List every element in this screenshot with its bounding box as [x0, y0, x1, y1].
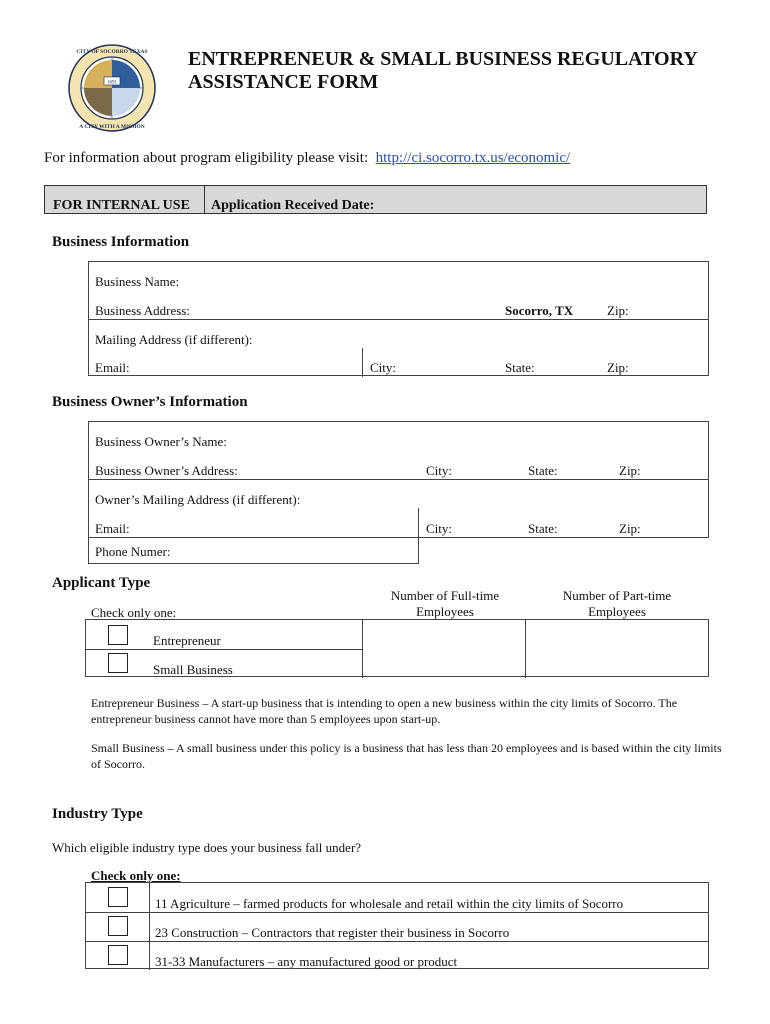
owner-zip-field[interactable]: Zip: — [619, 463, 641, 478]
part-time-count-field[interactable] — [527, 621, 709, 677]
info-prefix: For information about program eligibility please visit: — [44, 150, 369, 166]
small-business-checkbox[interactable] — [108, 653, 128, 673]
entrepreneur-label: Entrepreneur — [153, 633, 221, 648]
received-date-label: Application Received Date: — [211, 198, 375, 213]
applicant-check-only: Check only one: — [91, 605, 177, 620]
agriculture-checkbox[interactable] — [108, 887, 128, 907]
internal-use-label: FOR INTERNAL USE — [45, 186, 205, 213]
applicant-type-table — [85, 619, 709, 677]
manufacturers-label: 31-33 Manufacturers – any manufactured good or product — [155, 954, 458, 969]
owner-mailing-zip-field[interactable]: Zip: — [619, 521, 641, 536]
business-address-field[interactable]: Business Address: — [95, 303, 190, 318]
small-business-label: Small Business — [153, 662, 233, 677]
form-title: ENTREPRENEUR & SMALL BUSINESS REGULATORY ASSISTANCE FORM — [188, 48, 698, 93]
owner-name-field[interactable]: Business Owner’s Name: — [95, 434, 227, 449]
business-info-heading: Business Information — [52, 234, 190, 250]
economic-link[interactable]: http://ci.socorro.tx.us/economic/ — [375, 150, 571, 166]
mailing-city-field[interactable]: City: — [370, 360, 397, 375]
construction-checkbox[interactable] — [108, 916, 128, 936]
industry-check-only: Check only one: — [91, 868, 181, 883]
full-time-header: Number of Full-time Employees — [390, 588, 500, 619]
city-seal-logo — [68, 44, 156, 132]
phone-box — [88, 537, 419, 564]
manufacturers-checkbox[interactable] — [108, 945, 128, 965]
industry-question: Which eligible industry type does your business fall under? — [52, 840, 362, 855]
owner-phone-field[interactable]: Phone Numer: — [95, 544, 171, 559]
entrepreneur-checkbox[interactable] — [108, 625, 128, 645]
entrepreneur-definition: Entrepreneur Business – A start-up business that is intending to open a new business within the city limits of Socorro. The entrepreneur business cannot have more than 5 employees upon start-up. — [91, 696, 678, 726]
industry-type-heading: Industry Type — [52, 806, 143, 822]
owner-email-field[interactable]: Email: — [95, 521, 130, 536]
info-line — [44, 150, 570, 167]
owner-address-field[interactable]: Business Owner’s Address: — [95, 463, 238, 478]
svg-text:CITY OF SOCORRO TEXAS: CITY OF SOCORRO TEXAS — [76, 49, 148, 55]
business-zip-field[interactable]: Zip: — [607, 303, 629, 318]
owner-state-field[interactable]: State: — [528, 463, 558, 478]
business-name-field[interactable]: Business Name: — [95, 274, 180, 289]
mailing-address-field[interactable]: Mailing Address (if different): — [95, 332, 253, 347]
part-time-header: Number of Part-time Employees — [562, 588, 672, 619]
city-fixed-label: Socorro, TX — [505, 303, 574, 318]
applicant-type-heading: Applicant Type — [52, 575, 151, 591]
business-email-field[interactable]: Email: — [95, 360, 130, 375]
owner-mailing-city-field[interactable]: City: — [426, 521, 453, 536]
construction-label: 23 Construction – Contractors that register their business in Socorro — [155, 925, 510, 940]
owner-mailing-state-field[interactable]: State: — [528, 521, 558, 536]
owner-mailing-field[interactable]: Owner’s Mailing Address (if different): — [95, 492, 301, 507]
owner-info-heading: Business Owner’s Information — [52, 394, 248, 410]
small-business-definition: Small Business – A small business under this policy is a business that has less than 20 employees and is based within the city limits of Socorro. — [91, 741, 722, 771]
svg-text:1691: 1691 — [107, 80, 117, 86]
full-time-count-field[interactable] — [364, 621, 524, 677]
mailing-state-field[interactable]: State: — [505, 360, 535, 375]
owner-city-field[interactable]: City: — [426, 463, 453, 478]
industry-type-table — [85, 882, 709, 969]
agriculture-label: 11 Agriculture – farmed products for wholesale and retail within the city limits of Socorro — [155, 896, 624, 911]
internal-use-box — [44, 185, 707, 214]
svg-text:A CITY WITH A MISSION: A CITY WITH A MISSION — [79, 124, 145, 130]
mailing-zip-field[interactable]: Zip: — [607, 360, 629, 375]
business-info-table — [88, 261, 709, 376]
owner-info-table — [88, 421, 709, 538]
